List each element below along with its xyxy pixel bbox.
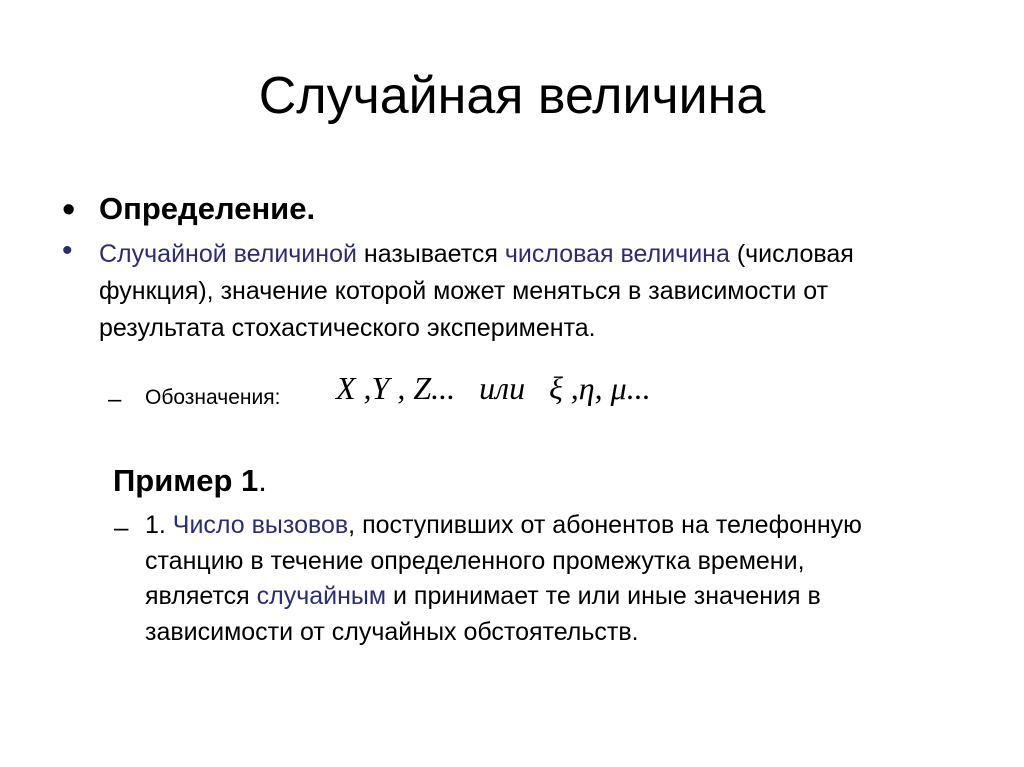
- example-heading-dot: .: [258, 463, 267, 498]
- term-random-variable: Случайной величиной: [99, 240, 357, 268]
- term-numeric-value: числовая величина: [504, 240, 730, 268]
- example-heading-text: Пример 1: [113, 463, 259, 498]
- slide-title: Случайная величина: [258, 67, 766, 125]
- example-text: [145, 508, 915, 650]
- definition-text-part: называется: [356, 240, 505, 268]
- bullet: •: [62, 189, 76, 231]
- term-random: случайным: [256, 582, 387, 610]
- example-heading: [113, 463, 267, 499]
- definition-text: [99, 236, 919, 347]
- dash: –: [108, 386, 122, 413]
- notation-formula: X ,Y , Z... или ξ ,η, μ...: [336, 370, 651, 406]
- dash: –: [114, 512, 129, 542]
- example-text-part: , поступивших от абонентов на телефонную станцию в течение определенного промежутка времени, является: [145, 511, 862, 610]
- term-number-of-calls: Число вызовов: [172, 511, 349, 539]
- example-prefix: 1.: [145, 511, 173, 539]
- definition-heading: Определение.: [99, 191, 316, 226]
- bullet: •: [62, 234, 73, 267]
- definition-text-part: (числовая функция), значение которой может меняться в зависимости от результата стохастического эксперимента.: [99, 240, 854, 342]
- example-text-part: и принимает те или иные значения в зависимости от случайных обстоятельств.: [145, 582, 821, 646]
- notation-label: Обозначения:: [145, 386, 281, 409]
